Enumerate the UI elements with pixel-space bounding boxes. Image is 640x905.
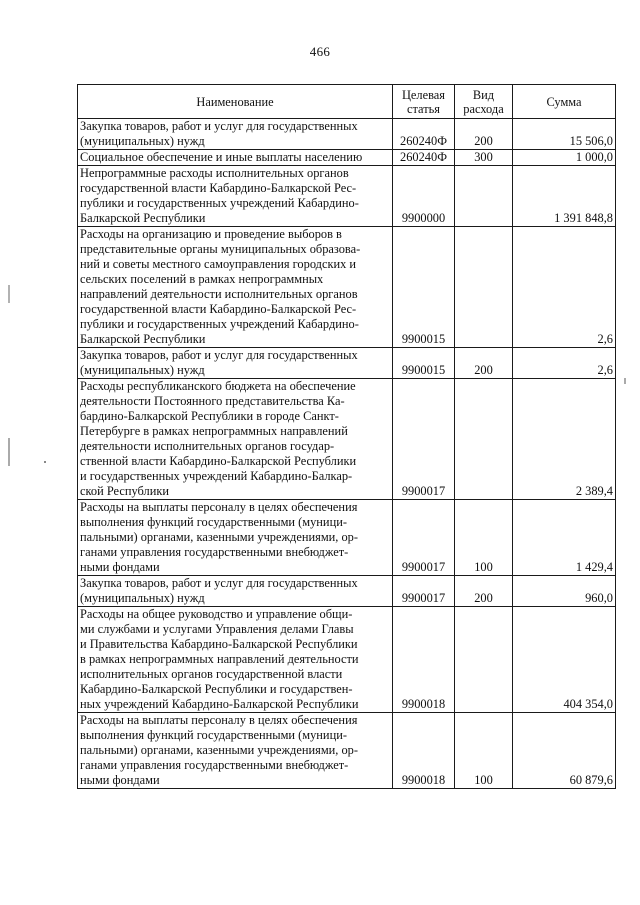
row-expense-kind: 200 bbox=[455, 348, 513, 379]
table-row bbox=[78, 713, 616, 789]
row-expense-kind: 100 bbox=[455, 713, 513, 789]
row-expense-kind: 200 bbox=[455, 576, 513, 607]
row-name: Закупка товаров, работ и услуг для государственных (муниципальных) нужд bbox=[78, 576, 393, 607]
row-sum: 404 354,0 bbox=[513, 607, 616, 713]
row-target-article: 9900015 bbox=[393, 227, 455, 348]
row-name: Расходы на выплаты персоналу в целях обеспечения выполнения функций государственными (муници- пальными) органами, казенными учреждениями, ор- ганами управления государственными внебюджет- ными фондами bbox=[78, 500, 393, 576]
row-target-article: 9900000 bbox=[393, 166, 455, 227]
row-sum: 15 506,0 bbox=[513, 119, 616, 150]
row-expense-kind: 200 bbox=[455, 119, 513, 150]
row-sum: 2,6 bbox=[513, 348, 616, 379]
header-row bbox=[78, 85, 616, 119]
row-expense-kind bbox=[455, 607, 513, 713]
table-row bbox=[78, 500, 616, 576]
table-row bbox=[78, 227, 616, 348]
row-target-article: 9900017 bbox=[393, 500, 455, 576]
row-sum: 2,6 bbox=[513, 227, 616, 348]
row-name: Закупка товаров, работ и услуг для государственных (муниципальных) нужд bbox=[78, 348, 393, 379]
table-row bbox=[78, 119, 616, 150]
row-name: Расходы на выплаты персоналу в целях обеспечения выполнения функций государственными (муници- пальными) органами, казенными учреждениями, ор- ганами управления государственными внебюджет- ными фондами bbox=[78, 713, 393, 789]
row-sum: 2 389,4 bbox=[513, 379, 616, 500]
row-target-article: 9900017 bbox=[393, 576, 455, 607]
row-name: Расходы республиканского бюджета на обеспечение деятельности Постоянного представительства Ка- бардино-Балкарской Республики в городе Санкт- Петербурге в рамках непрограммных направлений деятельности исполнительных органов государ- ственной власти Кабардино-Балкарской Республики и государственных учреждений Кабардино-Балкар- ской Республики bbox=[78, 379, 393, 500]
scan-artifact-mark bbox=[8, 438, 10, 466]
row-expense-kind: 300 bbox=[455, 150, 513, 166]
scan-artifact-mark bbox=[624, 378, 626, 384]
budget-table-header bbox=[78, 85, 616, 119]
budget-table bbox=[77, 84, 616, 789]
row-sum: 960,0 bbox=[513, 576, 616, 607]
row-target-article: 260240Ф bbox=[393, 150, 455, 166]
row-target-article: 260240Ф bbox=[393, 119, 455, 150]
table-row bbox=[78, 166, 616, 227]
row-name: Закупка товаров, работ и услуг для государственных (муниципальных) нужд bbox=[78, 119, 393, 150]
budget-table-body bbox=[78, 119, 616, 789]
row-name: Расходы на общее руководство и управление общи- ми службами и услугами Управления делами Главы и Правительства Кабардино-Балкарской Республики в рамках непрограммных направлений деятельности исполнительных органов государственной власти Кабардино-Балкарской Республики и государствен- ных учреждений Кабардино-Балкарской Республики bbox=[78, 607, 393, 713]
row-expense-kind: 100 bbox=[455, 500, 513, 576]
row-name: Социальное обеспечение и иные выплаты населению bbox=[78, 150, 393, 166]
scan-artifact-mark bbox=[8, 285, 10, 303]
table-row bbox=[78, 150, 616, 166]
table-row bbox=[78, 379, 616, 500]
row-target-article: 9900018 bbox=[393, 713, 455, 789]
page-number: 466 bbox=[309, 44, 331, 59]
row-target-article: 9900015 bbox=[393, 348, 455, 379]
table-row bbox=[78, 576, 616, 607]
row-target-article: 9900017 bbox=[393, 379, 455, 500]
row-expense-kind bbox=[455, 379, 513, 500]
row-expense-kind bbox=[455, 166, 513, 227]
scan-artifact-mark bbox=[44, 461, 46, 463]
row-name: Непрограммные расходы исполнительных органов государственной власти Кабардино-Балкарской Рес- публики и государственных учреждений Кабардино- Балкарской Республики bbox=[78, 166, 393, 227]
row-target-article: 9900018 bbox=[393, 607, 455, 713]
row-sum: 60 879,6 bbox=[513, 713, 616, 789]
row-sum: 1 429,4 bbox=[513, 500, 616, 576]
row-name: Расходы на организацию и проведение выборов в представительные органы муниципальных образова- ний и советы местного самоуправления городских и сельских поселений в рамках непрограммных направлений деятельности исполнительных органов государственной власти Кабардино-Балкарской Рес- публики и государственных учреждений Кабардино- Балкарской Республики bbox=[78, 227, 393, 348]
header-expense-kind: Вид расхода bbox=[455, 85, 513, 119]
table-row bbox=[78, 348, 616, 379]
header-sum: Сумма bbox=[513, 85, 616, 119]
row-sum: 1 000,0 bbox=[513, 150, 616, 166]
table-row bbox=[78, 607, 616, 713]
header-name: Наименование bbox=[78, 85, 393, 119]
header-target-article: Целевая статья bbox=[393, 85, 455, 119]
row-sum: 1 391 848,8 bbox=[513, 166, 616, 227]
row-expense-kind bbox=[455, 227, 513, 348]
